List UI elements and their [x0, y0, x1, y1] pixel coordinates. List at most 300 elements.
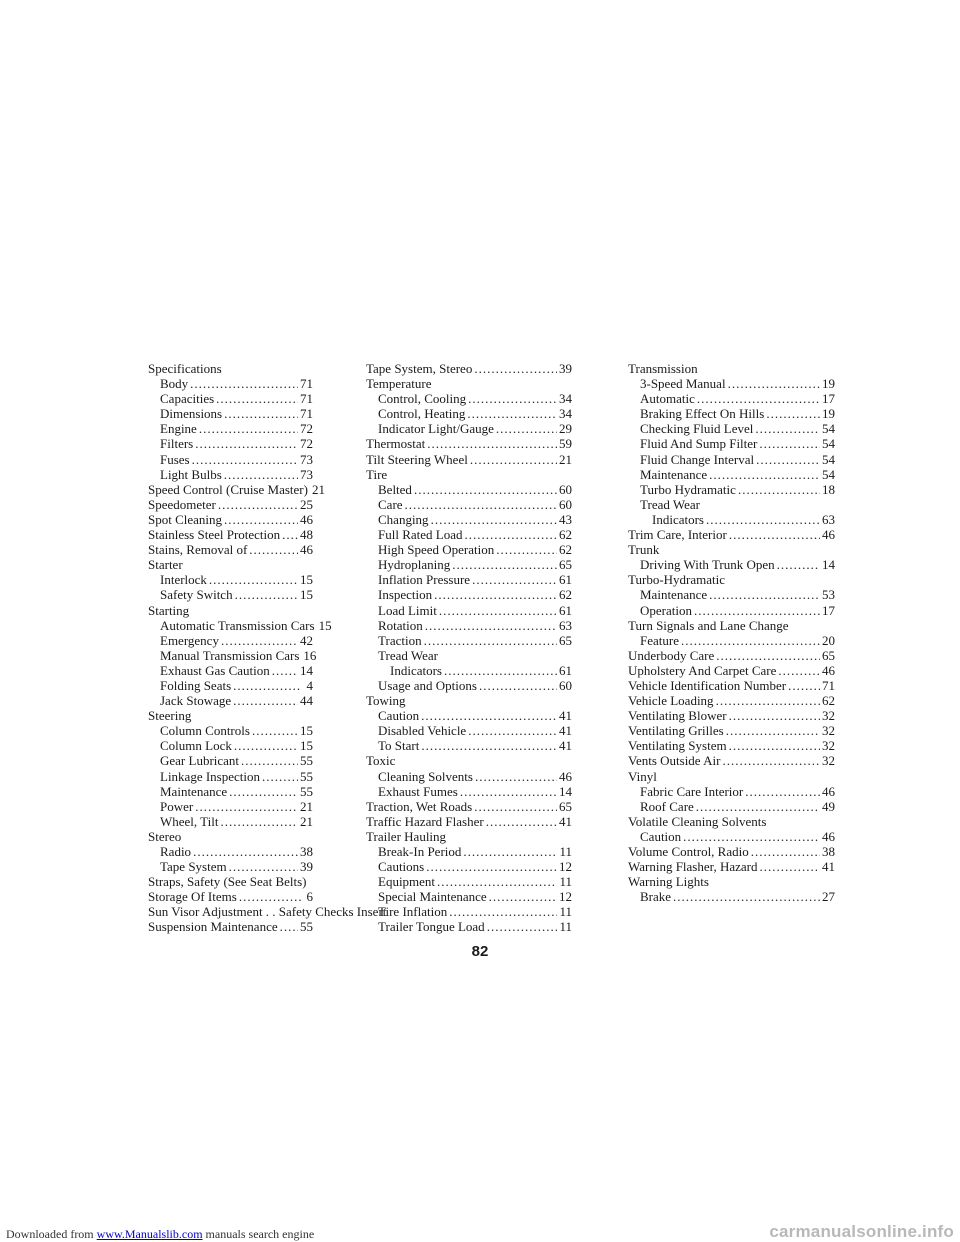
index-entry — [148, 753, 313, 768]
index-entry-label: Inspection — [378, 587, 433, 603]
index-entry-label: Upholstery And Carpet Care — [628, 662, 777, 678]
index-entry-label: Fabric Care Interior — [640, 783, 744, 799]
index-entry-label: Turbo Hydramatic — [640, 481, 736, 497]
index-entry-label: Belted — [378, 481, 412, 497]
dot-leader — [788, 678, 820, 693]
index-entry-label: Speed Control (Cruise Master) — [148, 481, 308, 497]
index-entry-page: 60 — [559, 496, 572, 512]
index-entry-label: Feature — [640, 632, 679, 648]
dot-leader — [759, 859, 820, 874]
index-entry-label: Dimensions — [160, 406, 223, 422]
index-entry-label: Maintenance — [160, 783, 228, 799]
index-entry — [366, 859, 572, 874]
index-entry — [366, 482, 572, 497]
index-entry-page: 32 — [822, 723, 835, 739]
dot-leader — [697, 391, 820, 406]
index-entry-label: Straps, Safety (See Seat Belts) — [148, 874, 307, 890]
index-entry — [148, 512, 313, 527]
dot-leader — [424, 633, 557, 648]
index-entry-page: 71 — [300, 406, 313, 422]
index-entry-page: 15 — [300, 738, 313, 754]
index-entry-page: 72 — [300, 436, 313, 452]
index-entry — [628, 678, 835, 693]
index-entry — [148, 784, 313, 799]
index-entry-label: Automatic — [640, 391, 695, 407]
dot-leader — [282, 527, 298, 542]
index-entry — [366, 814, 572, 829]
index-entry-page: 54 — [822, 436, 835, 452]
index-entry — [148, 738, 313, 753]
index-entry — [366, 618, 572, 633]
index-entry — [148, 467, 313, 482]
download-footer — [6, 1227, 314, 1242]
index-entry-page: 62 — [822, 693, 835, 709]
index-column-3 — [628, 361, 835, 904]
index-entry — [628, 361, 835, 376]
index-entry-label: Speedometer — [148, 496, 216, 512]
dot-leader — [452, 557, 557, 572]
index-entry-label: Caution — [640, 828, 682, 844]
index-entry-page: 54 — [822, 466, 835, 482]
index-entry — [366, 738, 572, 753]
index-entry — [628, 436, 835, 451]
index-entry — [148, 572, 313, 587]
index-entry — [148, 814, 313, 829]
dot-leader — [474, 799, 557, 814]
index-entry-label: Control, Heating — [378, 406, 466, 422]
dot-leader — [449, 904, 557, 919]
dot-leader — [696, 799, 820, 814]
index-entry — [148, 647, 317, 663]
index-entry-page: 46 — [300, 542, 313, 558]
index-entry-page: 73 — [300, 451, 313, 467]
dot-leader — [249, 542, 298, 557]
index-entry-label: Vinyl — [628, 768, 657, 784]
dot-leader — [221, 814, 298, 829]
index-entry-page: 12 — [559, 889, 572, 905]
index-entry-label: Cleaning Solvents — [378, 768, 473, 784]
dot-leader — [681, 633, 820, 648]
index-entry-label: Body — [160, 376, 189, 392]
index-entry-page: 11 — [559, 874, 572, 890]
index-entry — [366, 919, 572, 934]
index-entry — [628, 648, 835, 663]
dot-leader — [496, 421, 557, 436]
index-entry — [628, 557, 835, 572]
index-entry-page: 38 — [300, 844, 313, 859]
index-entry — [366, 829, 572, 844]
index-entry — [366, 784, 572, 799]
index-entry-page: 14 — [559, 783, 572, 799]
index-entry-label: Brake — [640, 889, 672, 905]
dot-leader — [224, 512, 298, 527]
index-entry — [148, 889, 313, 904]
index-entry — [628, 482, 835, 497]
index-entry — [366, 889, 572, 904]
index-entry — [628, 527, 835, 542]
index-entry-label: Tire — [366, 466, 388, 482]
dot-leader — [209, 572, 298, 587]
dot-leader — [218, 497, 298, 512]
index-entry-page: 72 — [300, 421, 313, 437]
index-entry-label: Engine — [160, 421, 197, 437]
index-entry-page: 11 — [559, 904, 572, 920]
index-entry — [148, 693, 313, 708]
index-entry-label: To Start — [378, 738, 420, 754]
index-entry — [148, 633, 313, 648]
dot-leader — [229, 784, 298, 799]
index-entry-page: 55 — [300, 768, 313, 784]
index-entry — [628, 859, 835, 874]
dot-leader — [728, 376, 820, 391]
index-entry — [628, 889, 835, 904]
index-entry — [366, 467, 572, 482]
index-entry-page: 4 — [306, 677, 313, 693]
dot-leader — [234, 738, 298, 753]
index-entry-page: 54 — [822, 451, 835, 467]
index-entry-label: Radio — [160, 844, 192, 859]
index-entry-label: Checking Fluid Level — [640, 421, 754, 437]
index-entry-page: 62 — [559, 587, 572, 603]
dot-leader — [414, 482, 557, 497]
index-entry — [366, 603, 572, 618]
index-entry-page: 16 — [303, 647, 317, 663]
index-entry — [148, 587, 313, 602]
dot-leader — [262, 769, 298, 784]
index-entry — [628, 814, 835, 829]
index-entry-page: 63 — [822, 511, 835, 527]
index-entry-label: Rotation — [378, 617, 423, 633]
index-entry — [366, 436, 572, 451]
index-entry — [366, 497, 572, 512]
index-entry-label: Ventilating System — [628, 738, 727, 754]
index-entry — [366, 799, 572, 814]
index-entry-page: 20 — [822, 632, 835, 648]
index-entry-page: 38 — [822, 844, 835, 859]
index-entry-label: Trunk — [628, 542, 660, 558]
index-entry-label: Break-In Period — [378, 844, 462, 859]
index-entry-page: 6 — [306, 889, 313, 905]
index-entry-page: 55 — [300, 783, 313, 799]
index-entry-label: Starting — [148, 602, 190, 618]
dot-leader — [738, 482, 820, 497]
index-entry — [628, 844, 835, 859]
index-entry-page: 21 — [559, 451, 572, 467]
index-entry — [148, 603, 313, 618]
index-entry-label: Suspension Maintenance — [148, 919, 278, 935]
index-entry-page: 48 — [300, 527, 313, 543]
index-entry — [148, 874, 313, 889]
index-entry-label: Linkage Inspection — [160, 768, 260, 784]
index-entry-label: Tire Inflation — [378, 904, 448, 920]
dot-leader — [468, 391, 557, 406]
index-entry-page: 55 — [300, 753, 313, 769]
index-entry — [628, 587, 835, 602]
index-entry-label: Turbo-Hydramatic — [628, 572, 726, 588]
index-entry-label: Traction, Wet Roads — [366, 798, 473, 814]
index-entry — [148, 678, 313, 693]
index-entry-label: Special Maintenance — [378, 889, 487, 905]
index-entry-page: 60 — [559, 677, 572, 693]
index-entry-page: 21 — [300, 813, 313, 829]
index-entry-page: 15 — [300, 587, 313, 603]
index-entry-label: Stainless Steel Protection — [148, 527, 281, 543]
index-entry-label: Fuses — [160, 451, 190, 467]
index-entry-page: 73 — [300, 466, 313, 482]
index-entry-page: 14 — [300, 662, 313, 678]
index-entry-page: 71 — [822, 677, 835, 693]
index-entry — [366, 572, 572, 587]
dot-leader — [272, 663, 298, 678]
index-entry-label: Traction — [378, 632, 422, 648]
index-entry-label: Tilt Steering Wheel — [366, 451, 468, 467]
dot-leader — [224, 406, 298, 421]
index-entry-label: Stereo — [148, 828, 182, 844]
index-entry — [628, 421, 835, 436]
index-entry-label: Vehicle Identification Number — [628, 677, 787, 693]
index-entry-label: Steering — [148, 708, 192, 724]
index-entry — [628, 452, 835, 467]
index-entry — [148, 769, 313, 784]
index-entry-page: 21 — [300, 798, 313, 814]
index-entry-page: 46 — [822, 662, 835, 678]
index-entry — [366, 904, 572, 919]
index-entry — [148, 481, 325, 497]
index-entry-label: Fluid Change Interval — [640, 451, 755, 467]
index-entry-label: Underbody Care — [628, 647, 715, 663]
index-entry — [366, 874, 572, 889]
index-entry-page: 65 — [559, 632, 572, 648]
index-entry-label: Jack Stowage — [160, 693, 232, 709]
dot-leader — [221, 633, 298, 648]
index-entry — [366, 708, 572, 723]
index-entry — [628, 497, 835, 512]
index-entry-label: Indicators — [390, 662, 442, 678]
index-entry-page: 41 — [559, 723, 572, 739]
manualslib-link[interactable]: www.Manualslib.com — [96, 1227, 203, 1241]
index-entry-label: Vehicle Loading — [628, 693, 714, 709]
index-entry — [628, 784, 835, 799]
index-entry-page: 46 — [559, 768, 572, 784]
index-entry-page: 65 — [559, 557, 572, 573]
dot-leader — [463, 844, 557, 859]
dot-leader — [427, 436, 557, 451]
index-entry-page: 46 — [822, 828, 835, 844]
index-entry-page: 15 — [300, 723, 313, 739]
dot-leader — [216, 391, 298, 406]
index-entry-page: 61 — [559, 572, 572, 588]
index-entry-label: Automatic Transmission Cars — [160, 617, 315, 633]
index-entry — [628, 603, 835, 618]
footer-suffix: manuals search engine — [202, 1227, 315, 1241]
index-entry-label: Column Controls — [160, 723, 250, 739]
index-entry-label: Equipment — [378, 874, 436, 890]
dot-leader — [421, 708, 557, 723]
index-entry — [148, 452, 313, 467]
index-entry-label: Operation — [640, 602, 692, 618]
index-entry-label: Disabled Vehicle — [378, 723, 467, 739]
index-entry-label: Ventilating Grilles — [628, 723, 724, 739]
index-entry-label: Storage Of Items — [148, 889, 237, 905]
index-entry — [628, 572, 835, 587]
index-entry-page: 43 — [559, 511, 572, 527]
footer-prefix: Downloaded from — [6, 1227, 97, 1241]
dot-leader — [193, 844, 298, 859]
index-entry — [366, 421, 572, 436]
index-entry-page: 15 — [318, 617, 332, 633]
dot-leader — [729, 738, 820, 753]
dot-leader — [474, 361, 557, 376]
index-entry-label: Braking Effect On Hills — [640, 406, 765, 422]
index-entry-label: Wheel, Tilt — [160, 813, 219, 829]
index-entry-page: 14 — [822, 557, 835, 573]
dot-leader — [421, 738, 557, 753]
dot-leader — [726, 723, 820, 738]
watermark: carmanualsonline.info — [769, 1222, 954, 1241]
index-entry-page: 19 — [822, 376, 835, 392]
index-entry — [628, 618, 835, 633]
dot-leader — [229, 859, 298, 874]
index-entry-page: 25 — [300, 496, 313, 512]
index-entry — [148, 904, 387, 920]
index-entry — [628, 467, 835, 482]
dot-leader — [751, 844, 820, 859]
dot-leader — [683, 829, 820, 844]
index-entry — [148, 799, 313, 814]
dot-leader — [489, 889, 557, 904]
index-entry-page: 17 — [822, 391, 835, 407]
index-entry — [366, 361, 572, 376]
index-entry — [628, 391, 835, 406]
index-entry-page: 41 — [559, 708, 572, 724]
index-entry-label: Trim Care, Interior — [628, 527, 727, 543]
index-entry-label: Warning Lights — [628, 874, 709, 890]
dot-leader — [468, 723, 557, 738]
index-entry — [148, 542, 313, 557]
index-entry-page: 19 — [822, 406, 835, 422]
dot-leader — [716, 693, 820, 708]
dot-leader — [755, 421, 820, 436]
index-entry-label: Specifications — [148, 361, 222, 376]
index-entry-page: 41 — [559, 738, 572, 754]
index-entry-label: Maintenance — [640, 466, 708, 482]
dot-leader — [694, 603, 820, 618]
index-entry-page: 71 — [300, 391, 313, 407]
index-entry-page: 27 — [822, 889, 835, 905]
index-entry — [628, 799, 835, 814]
index-entry — [366, 753, 572, 768]
index-entry — [148, 723, 313, 738]
index-entry-page: 63 — [559, 617, 572, 633]
index-entry-page: 18 — [822, 481, 835, 497]
index-entry — [366, 452, 572, 467]
index-entry-label: Tape System, Stereo — [366, 361, 473, 376]
index-entry — [366, 663, 572, 678]
index-entry-label: Tread Wear — [640, 496, 700, 512]
index-entry-label: Capacities — [160, 391, 215, 407]
index-entry — [628, 376, 835, 391]
index-entry-page: 34 — [559, 391, 572, 407]
index-entry — [148, 497, 313, 512]
index-entry — [366, 723, 572, 738]
index-entry — [148, 844, 313, 859]
index-entry-page: 62 — [559, 542, 572, 558]
index-entry-page: 32 — [822, 738, 835, 754]
dot-leader — [709, 587, 820, 602]
index-entry — [366, 512, 572, 527]
dot-leader — [709, 467, 820, 482]
index-entry-page: 11 — [559, 919, 572, 935]
dot-leader — [479, 678, 557, 693]
index-entry — [628, 512, 835, 527]
index-entry-label: Column Lock — [160, 738, 232, 754]
index-entry — [628, 633, 835, 648]
index-entry-label: Toxic — [366, 753, 396, 769]
index-entry-label: Sun Visor Adjustment . . Safety Checks Insert — [148, 904, 387, 920]
index-entry-label: Stains, Removal of — [148, 542, 248, 558]
index-entry — [628, 874, 835, 889]
dot-leader — [233, 693, 298, 708]
index-entry-label: Roof Care — [640, 798, 694, 814]
index-entry-label: Ventilating Blower — [628, 708, 727, 724]
dot-leader — [759, 436, 820, 451]
index-entry-label: Load Limit — [378, 602, 437, 618]
index-entry-label: Volume Control, Radio — [628, 844, 749, 859]
index-entry — [628, 769, 835, 784]
dot-leader — [673, 889, 820, 904]
dot-leader — [778, 663, 820, 678]
index-entry-label: Control, Cooling — [378, 391, 467, 407]
index-entry — [366, 693, 572, 708]
index-entry-label: Interlock — [160, 572, 207, 588]
dot-leader — [437, 874, 557, 889]
index-entry — [366, 678, 572, 693]
index-entry — [628, 829, 835, 844]
dot-leader — [405, 497, 557, 512]
index-entry-label: Emergency — [160, 632, 219, 648]
index-entry-label: Filters — [160, 436, 194, 452]
index-entry — [148, 406, 313, 421]
dot-leader — [431, 512, 557, 527]
index-entry — [148, 859, 313, 874]
index-entry-page: 44 — [300, 693, 313, 709]
dot-leader — [195, 799, 298, 814]
index-entry-label: Usage and Options — [378, 677, 477, 693]
index-entry-page: 59 — [559, 436, 572, 452]
index-entry — [366, 557, 572, 572]
index-entry-label: Caution — [378, 708, 420, 724]
dot-leader — [722, 753, 820, 768]
index-entry-label: Light Bulbs — [160, 466, 222, 482]
dot-leader — [252, 723, 298, 738]
index-entry-label: Indicator Light/Gauge — [378, 421, 494, 437]
dot-leader — [465, 527, 558, 542]
index-entry — [148, 557, 313, 572]
index-entry-page: 61 — [559, 602, 572, 618]
index-entry-label: Full Rated Load — [378, 527, 463, 543]
index-entry-label: Starter — [148, 557, 183, 573]
dot-leader — [241, 753, 298, 768]
index-entry-label: High Speed Operation — [378, 542, 495, 558]
index-entry-label: Manual Transmission Cars — [160, 647, 300, 663]
index-entry-page: 65 — [822, 647, 835, 663]
index-entry — [148, 663, 313, 678]
index-entry — [148, 436, 313, 451]
index-entry — [628, 406, 835, 421]
index-entry — [366, 587, 572, 602]
index-entry-page: 61 — [559, 662, 572, 678]
index-entry-label: Trailer Hauling — [366, 828, 447, 844]
